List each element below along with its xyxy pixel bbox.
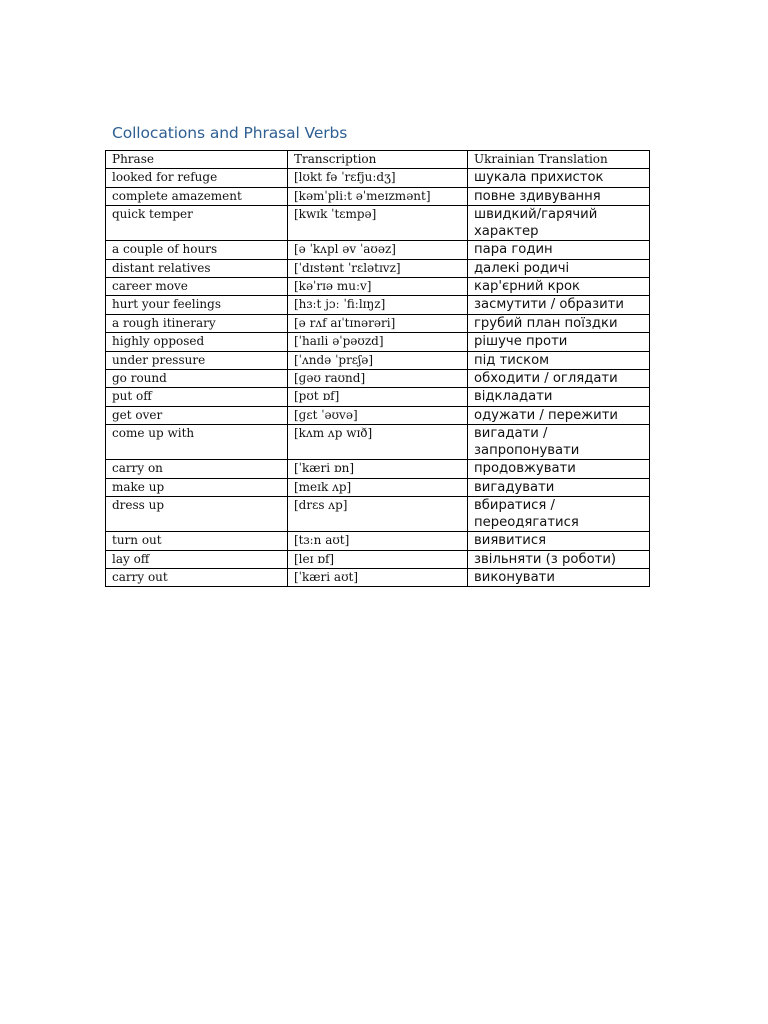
table-row [106,425,650,460]
translation-cell: засмутити / образити [468,296,650,314]
transcription-cell: [ˈʌndə ˈprɛʃə] [288,351,468,369]
table-row [106,278,650,296]
translation-cell: рішуче проти [468,333,650,351]
phrase-cell: highly opposed [106,333,288,351]
translation-cell: далекі родичі [468,259,650,277]
table-row [106,314,650,332]
table-row [106,532,650,550]
phrase-cell: make up [106,478,288,496]
transcription-cell: [pʊt ɒf] [288,388,468,406]
translation-cell: виконувати [468,568,650,586]
transcription-cell: [leɪ ɒf] [288,550,468,568]
table-row [106,460,650,478]
table-row [106,187,650,205]
translation-cell: виявитися [468,532,650,550]
transcription-cell: [ə ˈkʌpl əv ˈaʊəz] [288,241,468,259]
translation-cell: шукала прихисток [468,169,650,187]
table-row [106,259,650,277]
phrase-cell: hurt your feelings [106,296,288,314]
phrase-cell: a rough itinerary [106,314,288,332]
translation-cell: звільняти (з роботи) [468,550,650,568]
phrase-cell: distant relatives [106,259,288,277]
transcription-cell: [ə rʌf aɪˈtɪnərəri] [288,314,468,332]
phrase-cell: complete amazement [106,187,288,205]
table-row [106,296,650,314]
transcription-cell: [ɡɛt ˈəʊvə] [288,406,468,424]
table-row [106,206,650,241]
transcription-cell: [tɜːn aʊt] [288,532,468,550]
header-transcription: Transcription [288,151,468,169]
table-row [106,478,650,496]
vocabulary-table [105,150,650,587]
phrase-cell: a couple of hours [106,241,288,259]
transcription-cell: [drɛs ʌp] [288,497,468,532]
header-phrase: Phrase [106,151,288,169]
transcription-cell: [hɜːt jɔː ˈfiːlɪŋz] [288,296,468,314]
translation-cell: відкладати [468,388,650,406]
translation-cell: продовжувати [468,460,650,478]
transcription-cell: [ɡəʊ raʊnd] [288,370,468,388]
table-row [106,351,650,369]
transcription-cell: [ˈhaɪli əˈpəʊzd] [288,333,468,351]
table-row [106,388,650,406]
phrase-cell: come up with [106,425,288,460]
transcription-cell: [kʌm ʌp wɪð] [288,425,468,460]
vocabulary-table-body [106,151,650,587]
translation-cell: швидкий/гарячий характер [468,206,650,241]
transcription-cell: [lʊkt fə ˈrɛfjuːdʒ] [288,169,468,187]
translation-cell: під тиском [468,351,650,369]
phrase-cell: looked for refuge [106,169,288,187]
phrase-cell: lay off [106,550,288,568]
transcription-cell: [kəmˈpliːt əˈmeɪzmənt] [288,187,468,205]
translation-cell: обходити / оглядати [468,370,650,388]
translation-cell: вбиратися / переодягатися [468,497,650,532]
translation-cell: грубий план поїздки [468,314,650,332]
phrase-cell: get over [106,406,288,424]
phrase-cell: dress up [106,497,288,532]
phrase-cell: put off [106,388,288,406]
translation-cell: кар'єрний крок [468,278,650,296]
table-row [106,241,650,259]
document-title: Collocations and Phrasal Verbs [112,124,348,142]
phrase-cell: turn out [106,532,288,550]
transcription-cell: [ˈkæri aʊt] [288,568,468,586]
transcription-cell: [kəˈrɪə muːv] [288,278,468,296]
phrase-cell: under pressure [106,351,288,369]
phrase-cell: carry out [106,568,288,586]
table-row [106,497,650,532]
translation-cell: одужати / пережити [468,406,650,424]
table-row [106,169,650,187]
translation-cell: повне здивування [468,187,650,205]
transcription-cell: [ˈkæri ɒn] [288,460,468,478]
transcription-cell: [ˈdɪstənt ˈrɛlətɪvz] [288,259,468,277]
table-header-row [106,151,650,169]
table-row [106,333,650,351]
translation-cell: пара годин [468,241,650,259]
phrase-cell: quick temper [106,206,288,241]
translation-cell: вигадувати [468,478,650,496]
translation-cell: вигадати / запропонувати [468,425,650,460]
phrase-cell: go round [106,370,288,388]
phrase-cell: career move [106,278,288,296]
phrase-cell: carry on [106,460,288,478]
table-row [106,550,650,568]
table-row [106,568,650,586]
transcription-cell: [meɪk ʌp] [288,478,468,496]
header-translation: Ukrainian Translation [468,151,650,169]
transcription-cell: [kwɪk ˈtɛmpə] [288,206,468,241]
table-row [106,370,650,388]
table-row [106,406,650,424]
